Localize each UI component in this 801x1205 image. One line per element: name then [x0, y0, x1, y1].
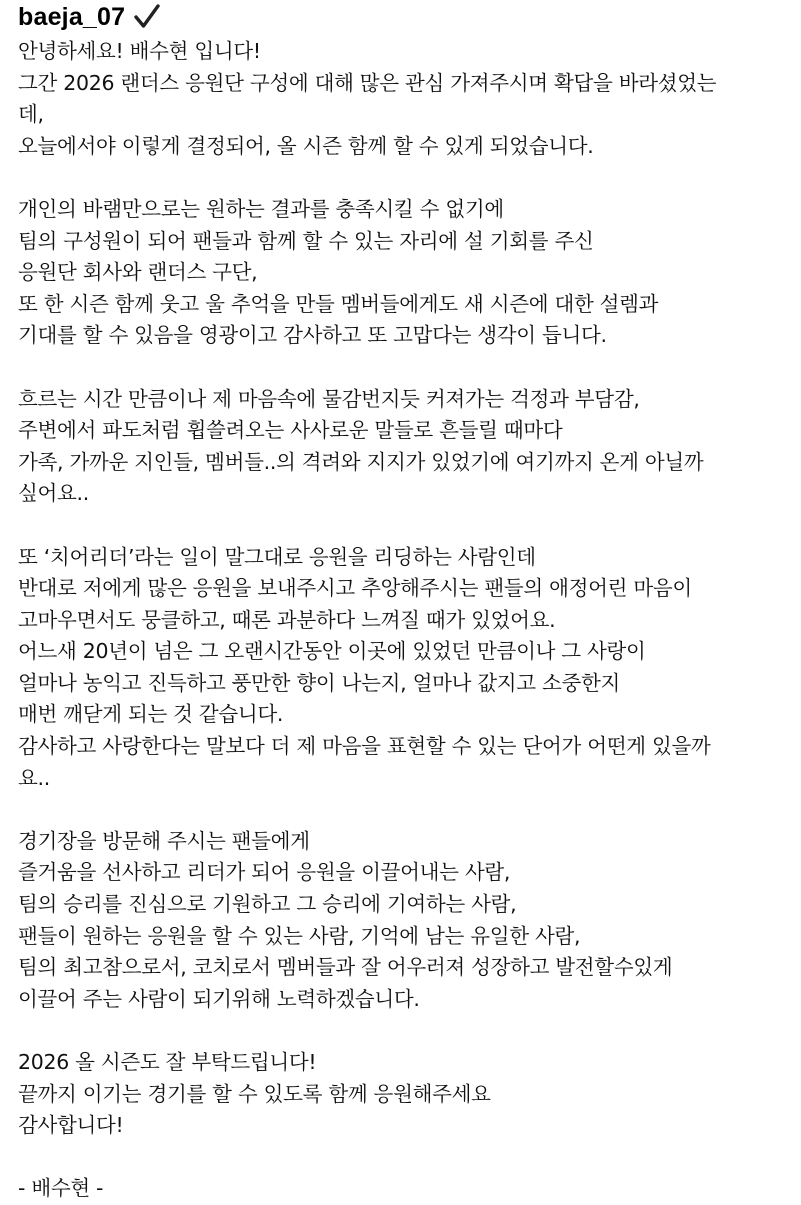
text-line: 주변에서 파도처럼 휩쓸려오는 사사로운 말들로 흔들릴 때마다 [18, 418, 563, 443]
paragraph-gratitude [18, 194, 793, 352]
post [18, 0, 793, 1205]
text-line: 응원단 회사와 랜더스 구단, [18, 260, 258, 285]
signature-line: - 배수현 - [18, 1176, 104, 1201]
username[interactable]: baeja_07 [18, 2, 126, 31]
paragraph-resolution [18, 826, 793, 1016]
text-line: 그간 2026 랜더스 응원단 구성에 대해 많은 관심 가져주시며 확답을 바라셨었는 [18, 70, 717, 95]
text-line: 안녕하세요! 배수현 입니다! [18, 39, 261, 63]
text-line: 매번 깨닫게 되는 것 같습니다. [18, 702, 284, 727]
paragraph-closing [18, 1047, 793, 1142]
paragraph-support [18, 384, 793, 510]
text-line: 요.. [18, 765, 50, 790]
text-line: 가족, 가까운 지인들, 멤버들..의 격려와 지지가 있었기에 여기까지 온게 아닐까 [18, 449, 704, 474]
text-line: 오늘에서야 이렇게 결정되어, 올 시즌 함께 할 수 있게 되었습니다. [18, 133, 594, 158]
text-line: 흐르는 시간 만큼이나 제 마음속에 물감번지듯 커져가는 걱정과 부담감, [18, 386, 640, 411]
paragraph-gap [18, 352, 793, 384]
text-line: 감사하고 사랑한다는 말보다 더 제 마음을 표현할 수 있는 단어가 어떤게 있을까 [18, 734, 711, 759]
text-line: 팀의 승리를 진심으로 기원하고 그 승리에 기여하는 사람, [18, 892, 517, 917]
text-line: 팬들이 원하는 응원을 할 수 있는 사람, 기억에 남는 유일한 사람, [18, 923, 581, 948]
text-line: 또 ‘치어리더’라는 일이 말그대로 응원을 리딩하는 사람인데 [18, 544, 536, 569]
text-line: 이끌어 주는 사람이 되기위해 노력하겠습니다. [18, 986, 420, 1011]
text-line: 기대를 할 수 있음을 영광이고 감사하고 또 고맙다는 생각이 듭니다. [18, 323, 607, 348]
text-line: 즐거움을 선사하고 리더가 되어 응원을 이끌어내는 사람, [18, 860, 511, 885]
paragraph-signature [18, 1173, 793, 1205]
text-line: 2026 올 시즌도 잘 부탁드립니다! [18, 1050, 317, 1074]
paragraph-gap [18, 794, 793, 826]
text-line: 어느새 20년이 넘은 그 오랜시간동안 이곳에 있었던 만큼이나 그 사랑이 [18, 639, 646, 664]
text-line: 데, [18, 102, 44, 127]
text-line: 또 한 시즌 함께 웃고 울 추억을 만들 멤버들에게도 새 시즌에 대한 설렘과 [18, 291, 659, 316]
text-line: 감사합니다! [18, 1113, 124, 1138]
paragraph-gap [18, 1015, 793, 1047]
text-line: 개인의 바램만으로는 원하는 결과를 충족시킬 수 없기에 [18, 196, 504, 221]
text-line: 싶어요.. [18, 481, 89, 506]
text-line: 팀의 최고참으로서, 코치로서 멤버들과 잘 어우러져 성장하고 발전할수있게 [18, 955, 673, 980]
paragraph-gap [18, 510, 793, 542]
checkmark-icon [133, 3, 161, 31]
text-line: 팀의 구성원이 되어 팬들과 함께 할 수 있는 자리에 설 기회를 주신 [18, 228, 594, 253]
paragraph-greeting [18, 36, 793, 162]
post-header [18, 0, 793, 34]
text-line: 반대로 저에게 많은 응원을 보내주시고 추앙해주시는 팬들의 애정어린 마음이 [18, 576, 692, 601]
paragraph-gap [18, 162, 793, 194]
text-line: 고마우면서도 뭉클하고, 때론 과분하다 느껴질 때가 있었어요. [18, 607, 556, 632]
post-body [18, 36, 793, 1205]
paragraph-fans [18, 542, 793, 795]
text-line: 경기장을 방문해 주시는 팬들에게 [18, 828, 310, 853]
text-line: 얼마나 농익고 진득하고 풍만한 향이 나는지, 얼마나 값지고 소중한지 [18, 670, 621, 695]
paragraph-gap [18, 1142, 793, 1174]
text-line: 끝까지 이기는 경기를 할 수 있도록 함께 응원해주세요 [18, 1081, 491, 1106]
